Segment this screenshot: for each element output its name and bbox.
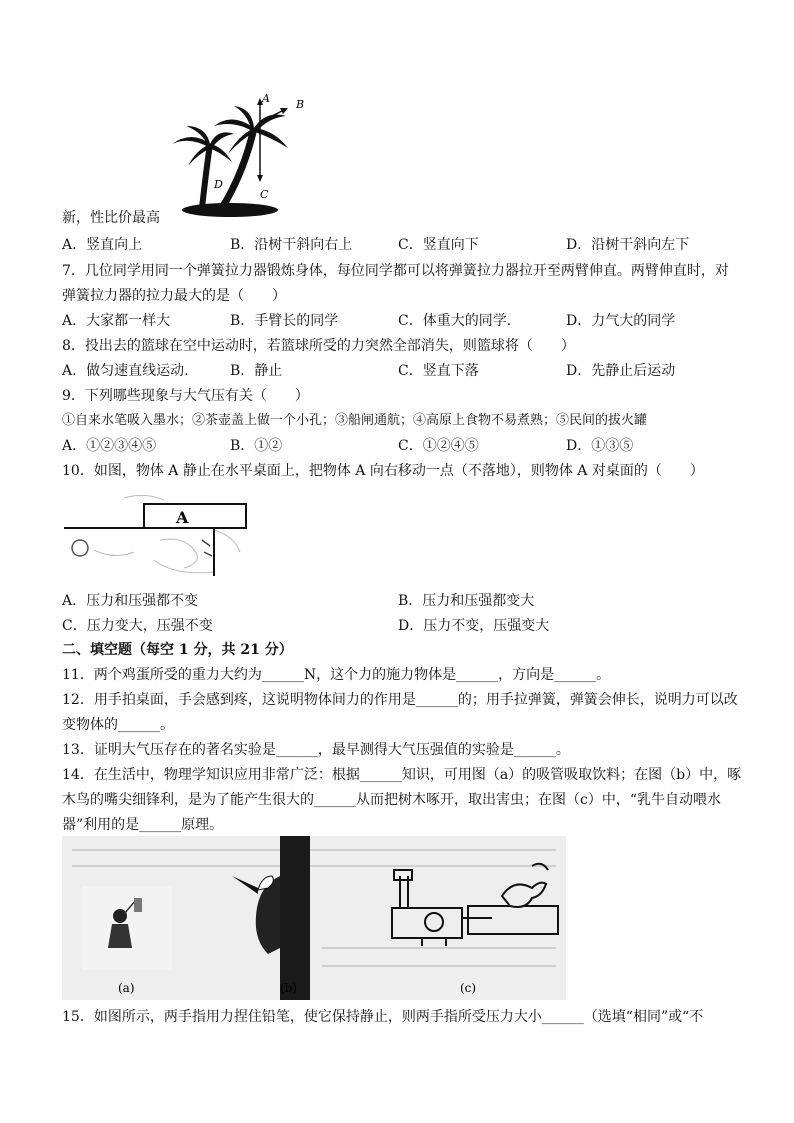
q9-option-a: A．①②③④⑤ <box>62 438 157 454</box>
block-a <box>144 504 246 528</box>
left-fronds <box>172 126 234 166</box>
q14-photo-strip <box>62 836 566 1000</box>
label-b: B <box>296 98 305 111</box>
palm-tree-illustration <box>162 92 312 220</box>
table-block-illustration <box>64 490 256 580</box>
q12-line1: 12．用手拍桌面，手会感到疼，这说明物体间力的作用是______的；用手拉弹簧，弹簧会伸长，说明力可以改 <box>62 692 738 708</box>
q8-line1: 8．投出去的篮球在空中运动时，若篮球所受的力突然全部消失，则篮球将（ ） <box>62 338 575 354</box>
palm-tree-figure <box>162 92 312 220</box>
ground-shape <box>182 203 278 217</box>
q7-option-c: C．体重大的同学. <box>398 313 512 329</box>
q6-option-d: D．沿树干斜向左下 <box>566 237 690 253</box>
q8-option-b: B．静止 <box>230 363 283 379</box>
q7-option-d: D．力气大的同学 <box>566 313 676 329</box>
q10-option-b: B．压力和压强都变大 <box>398 593 535 609</box>
caption-c: (c) <box>460 981 477 995</box>
q9-option-d: D．①③⑤ <box>566 438 634 454</box>
q6-tail: 新，性比价最高 <box>62 210 160 226</box>
q14-line1: 14．在生活中，物理学知识应用非常广泛：根据______知识，可用图（a）的吸管吸取饮料；在图（b）中，啄 <box>62 767 742 783</box>
q12-line2: 变物体的______。 <box>62 717 174 733</box>
q8-option-d: D．先静止后运动 <box>566 363 676 379</box>
caption-a: (a) <box>118 981 135 995</box>
q7-line1: 7．几位同学用同一个弹簧拉力器锻炼身体，每位同学都可以将弹簧拉力器拉开至两臂伸直。两臂伸直时，对 <box>62 263 729 279</box>
table-block-figure <box>64 490 256 580</box>
label-c: C <box>260 188 269 201</box>
q14-line2: 木鸟的嘴尖细锋利，是为了能产生很大的______从而把树木啄开，取出害虫；在图（c）中，“乳牛自动喂水 <box>62 792 721 808</box>
block-a-label: A <box>176 508 189 527</box>
q9-line1: 9．下列哪些现象与大气压有关（ ） <box>62 388 309 404</box>
q10-option-a: A．压力和压强都不变 <box>62 593 199 609</box>
q11-line1: 11．两个鸡蛋所受的重力大约为______N，这个力的施力物体是______，方向是______。 <box>62 667 611 683</box>
q6-option-c: C．竖直向下 <box>398 237 479 253</box>
q7-line2: 弹簧拉力器的拉力最大的是（ ） <box>62 288 286 304</box>
edge-marks <box>202 540 212 556</box>
q10-option-d: D．压力不变，压强变大 <box>398 618 550 634</box>
q6-option-a: A．竖直向上 <box>62 237 143 253</box>
q9-option-c: C．①②④⑤ <box>398 438 479 454</box>
panel-a-drinking-straw <box>82 886 172 970</box>
q10-line1: 10．如图，物体 A 静止在水平桌面上，把物体 A 向右移动一点（不落地），则物体 A 对桌面的（ ） <box>62 463 704 479</box>
q8-option-a: A．做匀速直线运动. <box>62 363 189 379</box>
q10-option-c: C．压力变大，压强不变 <box>62 618 213 634</box>
q7-option-b: B．手臂长的同学 <box>230 313 339 329</box>
label-a: A <box>262 92 270 105</box>
caption-b: (b) <box>280 981 298 995</box>
q9-option-b: B．①② <box>230 438 283 454</box>
q13-line1: 13．证明大气压存在的著名实验是______，最早测得大气压强值的实验是______。 <box>62 742 570 758</box>
section2-title: 二、填空题（每空 1 分，共 21 分） <box>62 642 293 658</box>
q7-option-a: A．大家都一样大 <box>62 313 171 329</box>
right-trunk <box>222 128 254 208</box>
q8-option-c: C．竖直下落 <box>398 363 479 379</box>
label-d: D <box>214 178 223 191</box>
q9-line2: ①自来水笔吸入墨水；②茶壶盖上做一个小孔；③船闸通航；④高原上食物不易煮熟；⑤民间的拔火罐 <box>62 413 648 428</box>
smudge-circle <box>72 540 88 556</box>
q14-figures <box>62 836 566 1000</box>
q15-line1: 15．如图所示，两手指用力捏住铅笔，使它保持静止，则两手指所受压力大小______（选填“相同”或“不 <box>62 1009 704 1025</box>
left-trunk <box>202 144 210 208</box>
q14-line3: 器”利用的是______原理。 <box>62 817 224 833</box>
q6-option-b: B．沿树干斜向右上 <box>230 237 353 253</box>
